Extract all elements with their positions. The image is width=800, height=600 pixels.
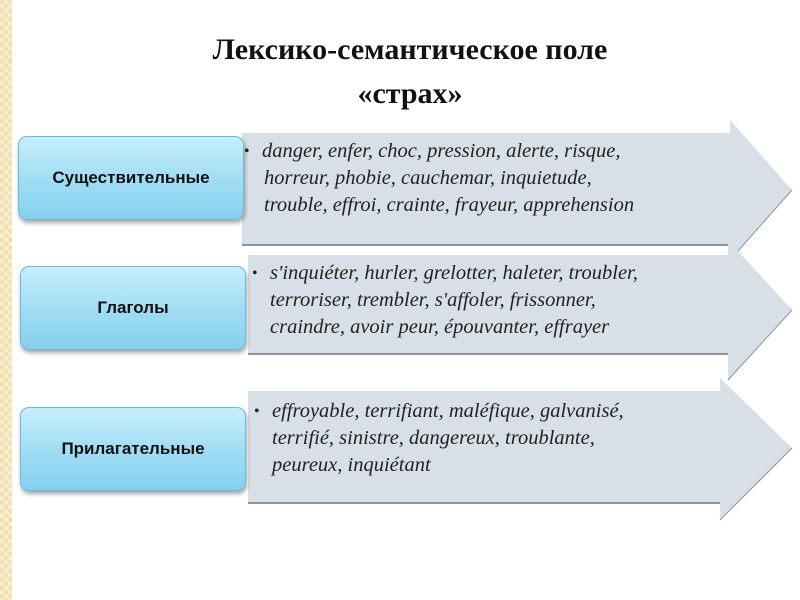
nouns-line-2: horreur, phobie, cauchemar, inquietude, (264, 167, 592, 189)
nouns-list (244, 138, 634, 219)
label-verbs-text: Глаголы (97, 298, 169, 317)
label-nouns-text: Существительные (52, 168, 210, 187)
title-line-2: «страх» (357, 77, 463, 110)
title-line-1: Лексико-семантическое поле (212, 33, 608, 66)
verbs-line-1: s'inquiéter, hurler, grelotter, haleter, troubler, (270, 262, 638, 284)
verbs-line-3: craindre, avoir peur, épouvanter, effrayer (270, 316, 610, 338)
bullet-icon: • (252, 265, 258, 282)
page-title (160, 28, 660, 116)
row-nouns (0, 118, 800, 258)
adjectives-line-1: effroyable, terrifiant, maléfique, galvanisé, (272, 400, 624, 422)
adjectives-line-3: peureux, inquiétant (272, 454, 431, 476)
nouns-line-1: danger, enfer, choc, pression, alerte, risque, (262, 140, 621, 162)
verbs-list (252, 260, 638, 341)
label-adjectives (20, 407, 246, 491)
row-verbs (0, 238, 800, 378)
adjectives-list (254, 398, 624, 479)
verbs-line-2: terroriser, trembler, s'affoler, frissonner, (270, 289, 596, 311)
nouns-line-3: trouble, effroi, crainte, frayeur, apprehension (264, 194, 635, 216)
row-adjectives (0, 378, 800, 518)
label-verbs (20, 266, 246, 350)
label-nouns (18, 136, 244, 220)
adjectives-line-2: terrifié, sinistre, dangereux, troublante, (272, 427, 595, 449)
bullet-icon: • (244, 143, 250, 160)
label-adjectives-text: Прилагательные (61, 439, 205, 458)
bullet-icon: • (254, 403, 260, 420)
